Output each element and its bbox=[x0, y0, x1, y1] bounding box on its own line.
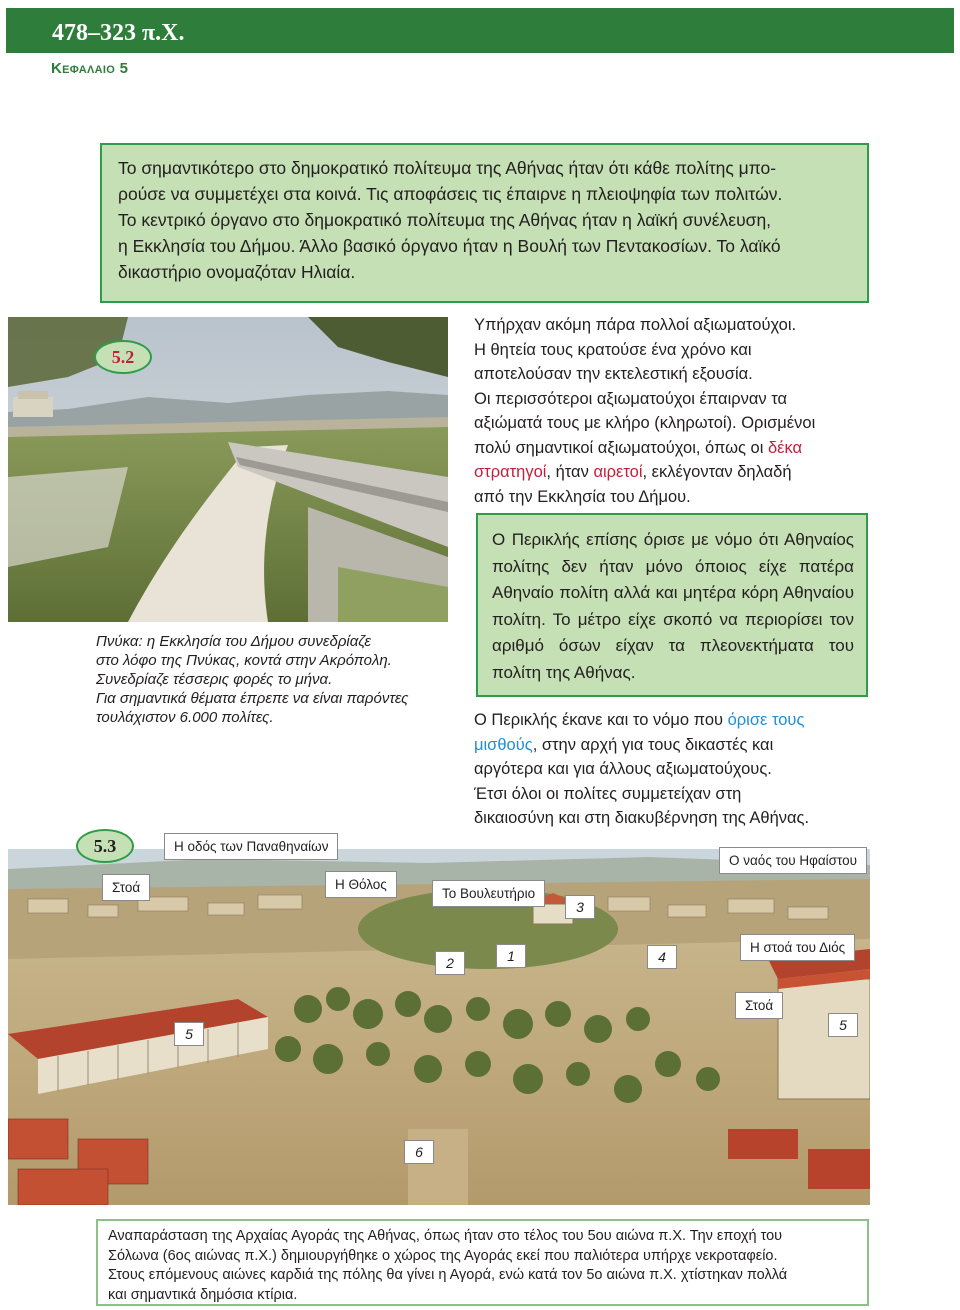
text-line bbox=[474, 460, 874, 485]
text-fragment: η bbox=[118, 236, 133, 256]
marker-6: 6 bbox=[404, 1140, 434, 1164]
term-heliaia: Ηλιαία bbox=[301, 262, 351, 282]
term-ekklesia: Εκκλησία του Δήμου bbox=[132, 236, 291, 256]
text-fragment: , στην αρχή για τους δικαστές και bbox=[532, 735, 774, 754]
text-fragment: , ήταν bbox=[546, 463, 594, 481]
text-fragment: πολύ σημαντικοί αξιωματούχοι, όπως οι bbox=[474, 438, 768, 457]
term-misthoi: μισθούς bbox=[474, 735, 533, 754]
text-line bbox=[474, 411, 874, 436]
caption-line: και σημαντικά δημόσια κτίρια. bbox=[108, 1286, 298, 1303]
text-line bbox=[474, 708, 874, 733]
marker-3: 3 bbox=[565, 895, 595, 919]
term-misthoi: όρισε τους bbox=[727, 711, 805, 729]
summary-line: Το κεντρικό όργανο στο δημοκρατικό πολίτευμα της Αθήνας ήταν η λαϊκή συνέλευση, bbox=[118, 210, 772, 230]
pnyx-illustration bbox=[8, 317, 448, 622]
text-line: αργότερα και για άλλους αξιωματούχους. bbox=[474, 760, 772, 778]
text-fragment: Ο Περικλής έκανε και το νόμο που bbox=[474, 711, 728, 729]
caption-line: Συνεδρίαζε τέσσερις φορές το μήνα. bbox=[96, 671, 333, 688]
caption-line: τουλάχιστον 6.000 πολίτες. bbox=[96, 709, 274, 726]
term-klerotoi: κληρωτοί bbox=[659, 414, 727, 432]
term-airetoi: αιρετοί bbox=[593, 463, 643, 481]
pnyx-caption bbox=[96, 632, 456, 727]
tag-stoa-of-zeus: Η στοά του Διός bbox=[740, 934, 855, 961]
summary-box bbox=[100, 143, 869, 303]
tag-stoa-left: Στοά bbox=[102, 874, 150, 901]
caption-line: Σόλωνα (6ος αιώνας π.Χ.) δημιουργήθηκε ο χώρος της Αγοράς εκεί που παλιότερα υπήρχε νεκροταφείο. bbox=[108, 1247, 778, 1264]
caption-line: στο λόφο της Πνύκας, κοντά στην Ακρόπολη. bbox=[96, 652, 392, 669]
text-line bbox=[474, 436, 874, 461]
marker-4: 4 bbox=[647, 945, 677, 969]
page-title: 478–323 π.Χ. bbox=[52, 20, 185, 46]
text-line: Οι περισσότεροι αξιωματούχοι έπαιρναν τα bbox=[474, 389, 788, 408]
text-fragment: . bbox=[350, 262, 356, 282]
text-fragment: δικαστήριο ονομαζόταν bbox=[118, 262, 302, 282]
text-line: Έτσι όλοι οι πολίτες συμμετείχαν στη bbox=[474, 784, 742, 803]
text-fragment: ). Ορισμένοι bbox=[726, 414, 816, 432]
tag-stoa-right: Στοά bbox=[735, 992, 783, 1019]
marker-1: 1 bbox=[496, 944, 526, 968]
pericles-box: Ο Περικλής επίσης όρισε με νόμο ότι Αθηναίος πολίτης δεν ήταν μόνο όποιος είχε πατέρα Αθηναίο πολίτη αλλά και μητέρα κόρη Αθηναίου πολίτη. Το μέτρο είχε σκοπό να περιορίσει τον αριθμό όσων είχαν τα πλεονεκτήματα του πολίτη της Αθήνας. bbox=[476, 513, 868, 697]
text-line: Η θητεία τους κρατούσε ένα χρόνο και bbox=[474, 340, 752, 359]
term-boule: Βουλή των Πεντακοσίων bbox=[517, 236, 708, 256]
text-line: Υπήρχαν ακόμη πάρα πολλοί αξιωματούχοι. bbox=[474, 316, 797, 334]
officials-paragraph bbox=[474, 313, 874, 509]
text-fragment: , εκλέγονταν δηλαδή bbox=[642, 463, 792, 481]
text-line: δικαιοσύνη και στη διακυβέρνηση της Αθήνας. bbox=[474, 809, 810, 827]
figure-number-5-3: 5.3 bbox=[76, 829, 134, 863]
pnyx-photo bbox=[8, 317, 448, 622]
text-fragment: . Το λαϊκό bbox=[707, 236, 781, 256]
summary-line: ρούσε να συμμετέχει στα κοινά. Τις αποφάσεις τις έπαιρνε η πλειοψηφία των πολιτών. bbox=[118, 184, 783, 204]
text-fragment: . Άλλο βασικό όργανο ήταν η bbox=[290, 236, 518, 256]
marker-2: 2 bbox=[435, 951, 465, 975]
term-strategoi: στρατηγοί bbox=[474, 463, 547, 481]
marker-5-left: 5 bbox=[174, 1022, 204, 1046]
summary-line bbox=[118, 259, 851, 285]
pericles-paragraph bbox=[474, 708, 874, 831]
tag-tholos: Η Θόλος bbox=[325, 871, 397, 898]
tag-bouleuterion: Το Βουλευτήριο bbox=[432, 880, 545, 907]
caption-line: Αναπαράσταση της Αρχαίας Αγοράς της Αθήνας, όπως ήταν στο τέλος του 5ου αιώνα π.Χ. Την εποχή του bbox=[108, 1228, 783, 1244]
tag-panathenaic-way: Η οδός των Παναθηναίων bbox=[164, 833, 338, 860]
text-line bbox=[474, 733, 874, 758]
text-line: από την Εκκλησία του Δήμου. bbox=[474, 487, 691, 506]
marker-5-right: 5 bbox=[828, 1013, 858, 1037]
agora-caption bbox=[96, 1219, 869, 1306]
caption-line: Στους επόμενους αιώνες καρδιά της πόλης θα γίνει η Αγορά, ενώ κατά τον 5ο αιώνα π.Χ. χτίστηκαν πολλά bbox=[108, 1267, 788, 1283]
summary-line: Το σημαντικότερο στο δημοκρατικό πολίτευμα της Αθήνας ήταν ότι κάθε πολίτης μπο- bbox=[118, 158, 777, 178]
caption-line: Για σημαντικά θέματα έπρεπε να είναι παρόντες bbox=[96, 690, 409, 707]
caption-line: Πνύκα: η Εκκλησία του Δήμου συνεδρίαζε bbox=[96, 633, 371, 650]
figure-number-5-2: 5.2 bbox=[94, 340, 152, 374]
chapter-label: Κεφαλαιο 5 bbox=[51, 60, 129, 77]
text-fragment: αξιώματά τους με κλήρο ( bbox=[474, 414, 660, 432]
text-line: αποτελούσαν την εκτελεστική εξουσία. bbox=[474, 365, 753, 383]
summary-line bbox=[118, 233, 851, 259]
term-deka: δέκα bbox=[767, 438, 803, 457]
tag-temple-hephaistos: Ο ναός του Ηφαίστου bbox=[719, 847, 867, 874]
